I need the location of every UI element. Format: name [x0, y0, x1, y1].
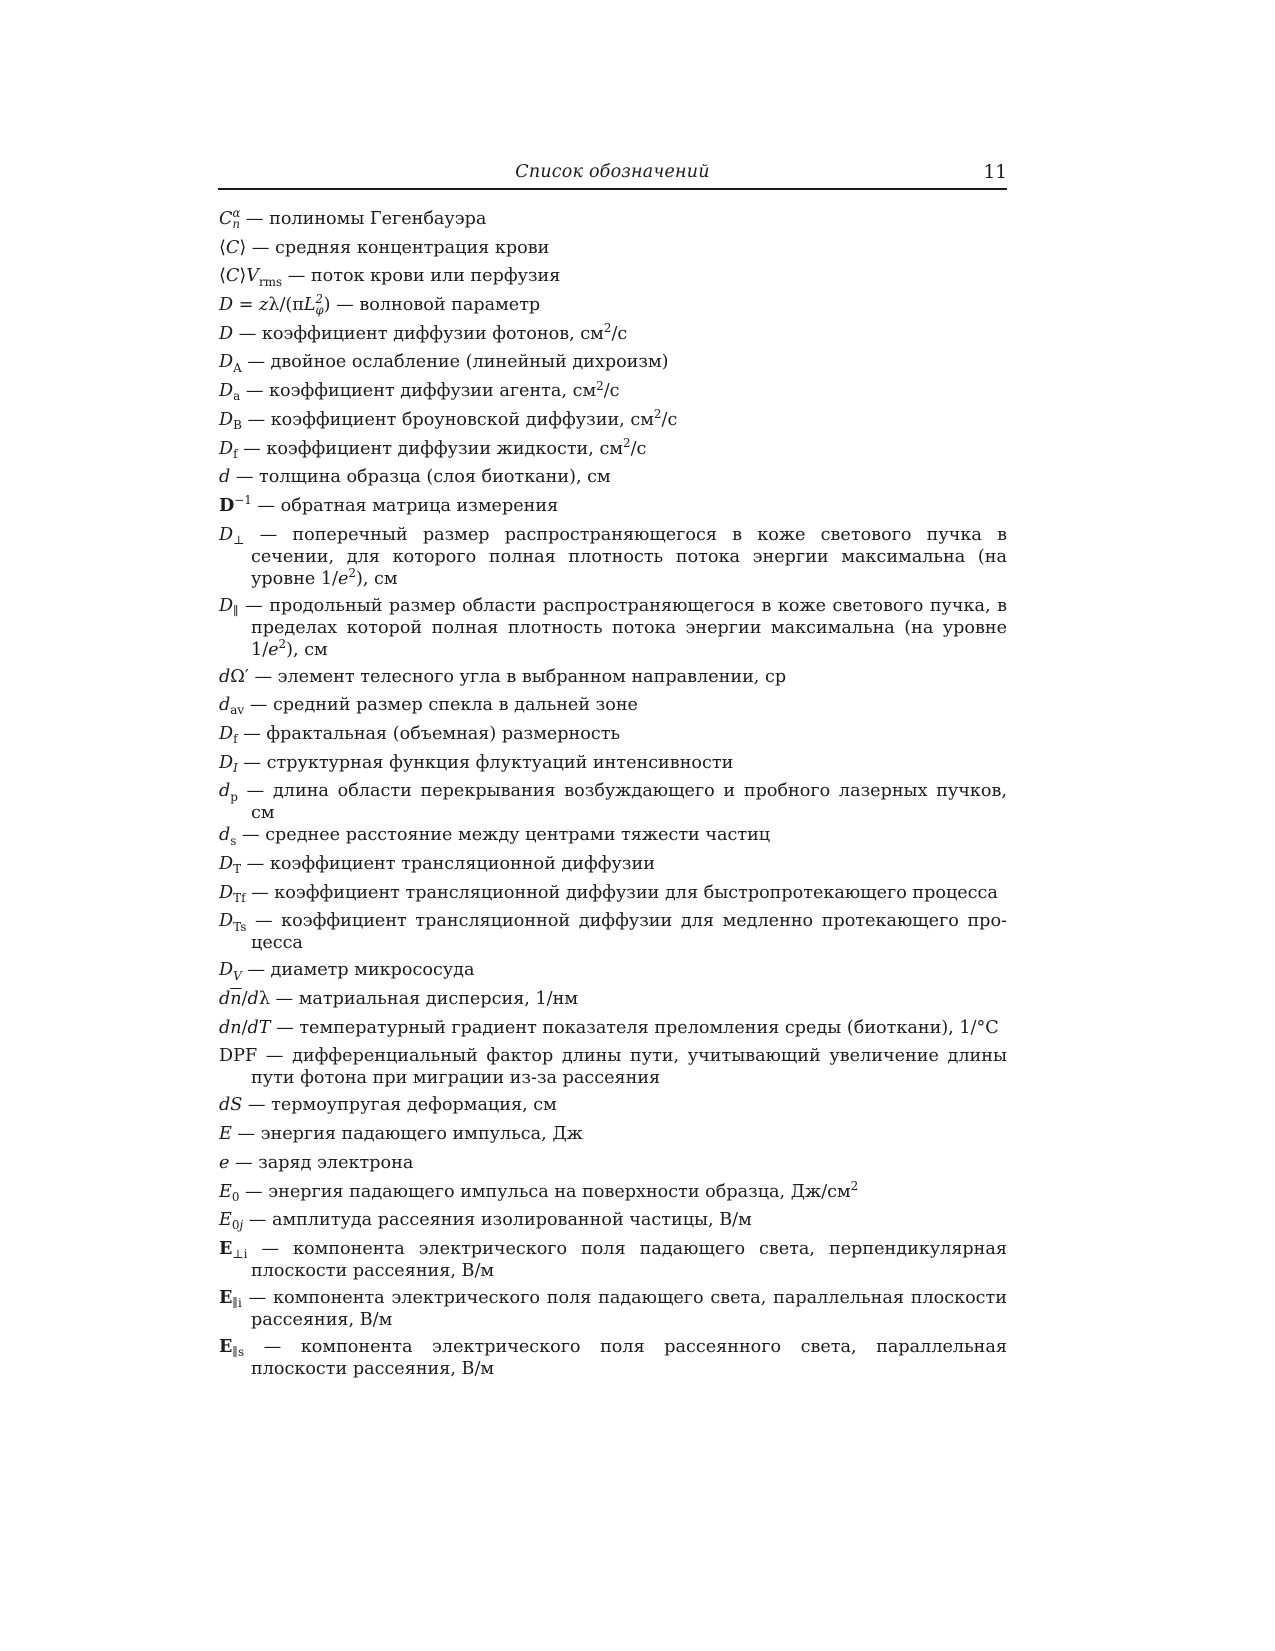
- entry-symbol: D = zλ/(πL 2 φ ): [219, 292, 331, 318]
- entry-symbol: D: [219, 323, 234, 344]
- notation-entry: $D_a$ — коэффициент диффузии агента, $см^2/с$: [219, 378, 620, 404]
- entry-description: компонента электрического поля падающего света, параллельная плоскости рассеяния, В/м: [251, 1287, 1007, 1330]
- entry-description: двойное ослабление (линейный дихроизм): [270, 352, 669, 373]
- entry-description: поперечный размер распространяющегося в коже светового пучка в сечении, для которого полная плотность потока энергии максимальна (на уровне $1/e^2$), см: [251, 524, 1007, 589]
- entry-description: коэффициент трансляционной диффузии: [269, 854, 655, 874]
- entry-description: компонента электрического поля падающего света, перпендикулярная плоскости рассеяния, В/м: [251, 1238, 1007, 1281]
- notation-entry: dS — термоупругая деформация, см: [219, 1095, 557, 1116]
- notation-entry: $E_0$ — энергия падающего импульса на поверхности образца, $Дж/см^2$: [219, 1178, 859, 1204]
- entry-description: коэффициент трансляционной диффузии для медленно протекающего процесса: [251, 911, 1007, 954]
- entry-description: матриальная дисперсия, 1/нм: [298, 989, 579, 1010]
- notation-entry: $D^{-1}$ — обратная матрица измерения: [219, 493, 559, 516]
- entry-description: структурная функция флуктуаций интенсивности: [266, 752, 734, 773]
- notation-entry: D = zλ/(πL 2 φ ) — волновой параметр: [219, 292, 541, 318]
- entry-symbol: $D_T$: [219, 854, 242, 877]
- entry-symbol: dn/dT: [219, 1017, 271, 1038]
- entry-symbol: $D_A$: [219, 352, 242, 375]
- notation-entry: $D_T$ — коэффициент трансляционной диффузии: [219, 854, 655, 877]
- entry-description: средняя концентрация крови: [275, 237, 550, 258]
- notation-entry: $E_{0j}$ — амплитуда рассеяния изолированной частицы, В/м: [219, 1210, 752, 1233]
- entry-description: амплитуда рассеяния изолированной частицы, В/м: [271, 1210, 752, 1231]
- entry-symbol: $d_s$: [219, 825, 237, 848]
- notation-entry: $D_f$ — коэффициент диффузии жидкости, $см^2/с$: [219, 435, 647, 461]
- entry-symbol: $D_\parallel$: [219, 595, 239, 618]
- entry-description: температурный градиент показателя преломления среды (биоткани), 1/°C: [299, 1017, 999, 1038]
- running-header: [218, 156, 1007, 190]
- notation-entry: $D_B$ — коэффициент броуновской диффузии, $см^2/с$: [219, 407, 678, 432]
- entry-symbol: $E_{\perp i}$: [219, 1237, 248, 1262]
- notation-entry: dΩ′ — элемент телесного угла в выбранном направлении, ср: [219, 666, 787, 687]
- entry-symbol: $E_0$: [219, 1181, 240, 1204]
- entry-description: компонента электрического поля рассеянного света, параллельная плоскости рассеяния, В/м: [251, 1336, 1007, 1379]
- entry-symbol: $D_V$: [219, 960, 242, 983]
- entry-description: коэффициент диффузии жидкости, $см^2/с$: [266, 435, 647, 459]
- entry-description: коэффициент трансляционной диффузии для быстропротекающего процесса: [274, 882, 998, 903]
- entry-description: обратная матрица измерения: [280, 495, 559, 516]
- notation-entry: $D_A$ — двойное ослабление (линейный дихроизм): [219, 352, 669, 375]
- page-number: 11: [983, 162, 1007, 183]
- entry-description: среднее расстояние между центрами тяжести частиц: [265, 825, 771, 846]
- entry-description: коэффициент диффузии фотонов, $см^2/с$: [261, 321, 628, 344]
- entry-description: энергия падающего импульса, Дж: [260, 1124, 583, 1145]
- notation-entry: D — коэффициент диффузии фотонов, $см^2/с$: [219, 321, 628, 344]
- notation-entry: $d_p$ — длина области перекрывания возбуждающего и пробного лазерных пучков, см: [219, 781, 1008, 824]
- entry-symbol: $⟨C⟩V_{rms}$: [219, 266, 283, 289]
- notation-entry: DPF — дифференциальный фактор длины пути, учитывающий увеличение длины пути фотона при миграции из-за рассеяния: [219, 1046, 1007, 1089]
- notation-entry: $d_{av}$ — средний размер спекла в дальней зоне: [219, 695, 638, 718]
- notation-entry: $D_f$ — фрактальная (объемная) размерность: [219, 723, 621, 747]
- entry-symbol: $E_{\parallel i}$: [219, 1286, 242, 1311]
- notation-entry: $d_s$ — среднее расстояние между центрами тяжести частиц: [219, 825, 771, 848]
- entry-description: энергия падающего импульса на поверхности образца, $Дж/см^2$: [268, 1178, 859, 1202]
- entry-symbol: $D_{Ts}$: [219, 911, 247, 934]
- entry-symbol: $D_{Tf}$: [219, 882, 246, 905]
- notation-entry: $⟨C⟩V_{rms}$ — поток крови или перфузия: [219, 266, 561, 289]
- notation-entry: ⟨C⟩ — средняя концентрация крови: [219, 237, 550, 258]
- notation-entry: d — толщина образца (слоя биоткани), см: [219, 467, 611, 488]
- notation-entry: C α n — полиномы Гегенбауэра: [219, 206, 487, 232]
- entry-symbol: $d_{av}$: [219, 695, 245, 718]
- entry-description: коэффициент диффузии агента, $см^2/с$: [269, 378, 620, 402]
- entry-symbol: $d\overline{n}/d\lambda$: [219, 989, 270, 1010]
- notation-entry: $D_{Ts}$ — коэффициент трансляционной диффузии для медленно протекающего процесса: [219, 911, 1007, 954]
- entry-symbol: $D^{-1}$: [219, 493, 252, 516]
- notation-entry: E — энергия падающего импульса, Дж: [219, 1124, 583, 1145]
- entry-description: толщина образца (слоя биоткани), см: [259, 467, 611, 488]
- entry-symbol: DPF: [219, 1046, 258, 1067]
- entry-description: длина области перекрывания возбуждающего и пробного лазерных пучков, см: [251, 781, 1008, 824]
- entry-description: волновой параметр: [359, 295, 541, 316]
- entry-symbol: $D_a$: [219, 381, 241, 404]
- entry-description: диаметр микрососуда: [270, 960, 475, 981]
- notation-entry: dn/dT — температурный градиент показателя преломления среды (биоткани), 1/°C: [219, 1017, 999, 1038]
- entry-symbol: $D_f$: [219, 438, 238, 461]
- entry-symbol: $E_{0j}$: [219, 1210, 244, 1233]
- notation-entry: e — заряд электрона: [219, 1152, 414, 1173]
- entry-symbol: ⟨C⟩: [219, 237, 247, 258]
- entry-description: элемент телесного угла в выбранном направлении, ср: [277, 666, 787, 687]
- notation-entry: $E_{\parallel i}$ — компонента электрического поля падающего света, параллельная плоскости рассеяния, В/м: [219, 1286, 1007, 1330]
- entry-description: поток крови или перфузия: [310, 266, 561, 287]
- entry-description: заряд электрона: [258, 1152, 414, 1173]
- entry-symbol: $D_\perp$: [219, 524, 245, 547]
- entry-description: средний размер спекла в дальней зоне: [272, 695, 638, 716]
- notation-entry: $D_\parallel$ — продольный размер области распространяющегося в коже светового пучка, в пределах которой полная плотность потока энергии максимальна (на уровне $1/e^2$), см: [219, 595, 1007, 660]
- entry-symbol: $D_B$: [219, 409, 242, 432]
- entry-description: коэффициент броуновской диффузии, $см^2/с$: [270, 407, 678, 430]
- entry-symbol: $D_I$: [219, 752, 238, 775]
- entry-symbol: $D_f$: [219, 723, 238, 747]
- notation-entry: $D_{Tf}$ — коэффициент трансляционной диффузии для быстропротекающего процесса: [219, 882, 998, 905]
- entry-symbol: C α n: [219, 206, 241, 232]
- notation-entry: $D_V$ — диаметр микрососуда: [219, 960, 475, 983]
- entry-symbol: e: [219, 1152, 230, 1173]
- notation-entry: $D_\perp$ — поперечный размер распространяющегося в коже светового пучка в сечении, для которого полная плотность потока энергии максимальна (на уровне $1/e^2$), см: [219, 524, 1007, 589]
- section-title: Список обозначений: [515, 162, 710, 182]
- notation-entry: $d\overline{n}/d\lambda$ — матриальная дисперсия, 1/нм: [219, 989, 579, 1010]
- entry-symbol: E: [219, 1124, 232, 1145]
- entry-symbol: dΩ′: [219, 666, 249, 687]
- entry-symbol: $E_{\parallel s}$: [219, 1335, 245, 1360]
- notation-list: [219, 208, 1007, 1385]
- entry-description: дифференциальный фактор длины пути, учитывающий увеличение длины пути фотона при миграции из-за рассеяния: [251, 1046, 1007, 1089]
- notation-entry: $E_{\parallel s}$ — компонента электрического поля рассеянного света, параллельная плоскости рассеяния, В/м: [219, 1335, 1007, 1379]
- entry-description: термоупругая деформация, см: [271, 1095, 557, 1116]
- entry-description: продольный размер области распространяющегося в коже светового пучка, в пределах которой полная плотность потока энергии максимальна (на уровне $1/e^2$), см: [251, 595, 1007, 660]
- notation-entry: $E_{\perp i}$ — компонента электрического поля падающего света, перпендикулярная плоскости рассеяния, В/м: [219, 1237, 1007, 1281]
- entry-symbol: d: [219, 467, 231, 488]
- entry-description: полиномы Гегенбауэра: [269, 209, 487, 229]
- notation-entry: $D_I$ — структурная функция флуктуаций интенсивности: [219, 752, 734, 775]
- entry-symbol: dS: [219, 1095, 243, 1116]
- entry-description: фрактальная (объемная) размерность: [266, 723, 621, 744]
- entry-symbol: $d_p$: [219, 781, 238, 804]
